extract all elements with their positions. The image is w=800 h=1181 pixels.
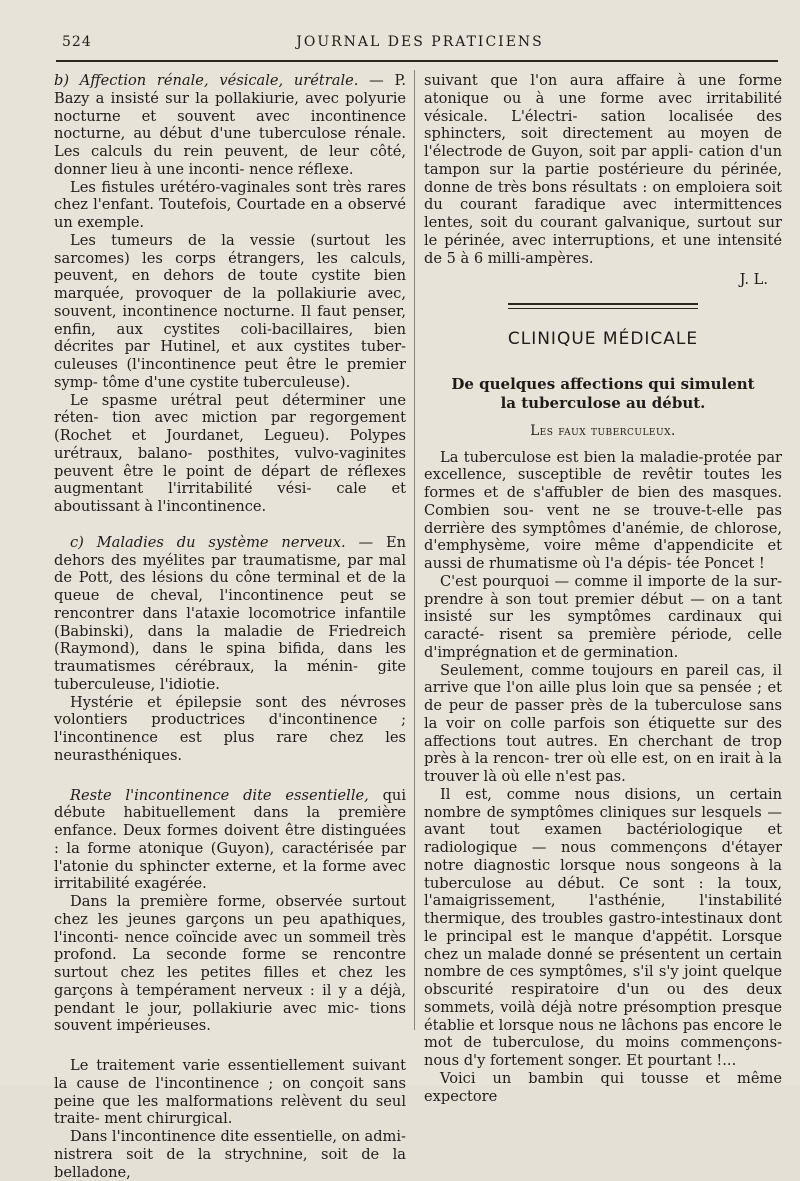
page-header — [62, 34, 778, 56]
subsection-label: Reste l'incontinence dite essentielle, — [70, 786, 369, 804]
header-rule — [56, 60, 778, 62]
article-subheading: Les faux tuberculeux. — [530, 422, 676, 439]
paragraph: Voici un bambin qui tousse et même expectore — [424, 1069, 782, 1105]
column-divider — [414, 70, 415, 1030]
paragraph: La tuberculose est bien la maladie-protée par excellence, susceptible de revêtir toutes les formes et de s'affubler de bien des masques. Combien sou- vent ne se trouve-t-elle pas derrière des symptômes d'anémie, de chlorose, d'emphysème, voire même d'appendicite et aussi de rhumatisme où l'a dépis- tée Poncet ! — [424, 448, 782, 572]
left-column — [54, 72, 406, 1181]
paragraph: C'est pourquoi — comme il importe de la sur- prendre à son tout premier début — on a tant insisté sur les symptômes cardinaux qui caracté- risent sa première période, celle d'imprégnation et de germination. — [424, 572, 782, 661]
paragraph: b) Affection rénale, vésicale, urétrale. — P. Bazy a insisté sur la pollakiurie, avec polyurie nocturne et souvent avec incontinence nocturne, au début d'une tuberculose rénale. Les calculs du rein peuvent, de leur côté, donner lieu à une inconti- nence réflexe. — [54, 72, 406, 178]
right-column — [424, 72, 782, 1105]
section-heading: CLINIQUE MÉDICALE — [507, 329, 699, 349]
article-title: De quelques affections qui simulent la tuberculose au début. — [451, 374, 755, 412]
paragraph: Les tumeurs de la vessie (surtout les sarcomes) les corps étrangers, les calculs, peuvent, en dehors de toute cystite bien marquée, provoquer de la pollakiurie avec, souvent, incontinence nocturne. Il faut penser, enfin, aux cystites coli-bacillaires, bien décrites par Hutinel, et aux cystites tuber- culeuses (l'incontinence peut être le premier symp- tôme d'une cystite tuberculeuse). — [54, 231, 406, 391]
paragraph: Il est, comme nous disions, un certain nombre de symptômes cliniques sur lesquels — avant tout examen bactériologique et radiologique — nous commençons d'étayer notre diagnostic lorsque nous songeons à la tuberculose au début. Ce sont : la toux, l'amaigrissement, l'asthénie, l'instabilité thermique, des troubles gastro-intestinaux dont le principal est le manque d'appétit. Lorsque chez un malade donné se présentent un certain nombre de ces symptômes, s'il s'y joint quelque obscurité respiratoire d'un ou des deux sommets, voilà déjà notre présomption presque établie et lorsque nous ne lâchons pas encore le mot de tuberculose, du moins commençons-nous d'y fortement songer. Et pourtant !... — [424, 785, 782, 1069]
paragraph: Les fistules urétéro-vaginales sont très rares chez l'enfant. Toutefois, Courtade en a observé un exemple. — [54, 178, 406, 231]
subsection-label: b) Affection rénale, vésicale, urétrale. — [54, 72, 359, 89]
journal-title: JOURNAL DES PRATICIENS — [296, 34, 544, 50]
subsection-label: c) Maladies du système nerveux. — [70, 533, 346, 551]
paragraph: c) Maladies du système nerveux. — En dehors des myélites par traumatisme, par mal de Pott, des lésions du cône terminal et de la queue de cheval, l'incontinence peut se rencontrer dans l'ataxie locomotrice infantile (Babinski), dans la maladie de Friedreich (Raymond), dans le spina bifida, dans les traumatismes cérébraux, la ménin- gite tuberculeuse, l'idiotie. — [54, 533, 406, 693]
page-number: 524 — [62, 34, 92, 50]
paragraph: Dans la première forme, observée surtout chez les jeunes garçons un peu apathiques, l'inconti- nence coïncide avec un sommeil très profond. La seconde forme se rencontre surtout chez les petites filles et chez les garçons à tempérament nerveux : il y a déjà, pendant le jour, pollakiurie avec mic- tions souvent impérieuses. — [54, 893, 406, 1035]
section-rule — [508, 303, 698, 309]
paragraph: Hystérie et épilepsie sont des névroses volontiers productrices d'incontinence ; l'incontinence est plus rare chez les neurasthéniques. — [54, 693, 406, 764]
paragraph: Le spasme urétral peut déterminer une réten- tion avec miction par regorgement (Rochet et Jourdanet, Legueu). Polypes urétraux, balano- posthites, vulvo-vaginites peuvent être le point de départ de réflexes augmentant l'irritabilité vési- cale et aboutissant à l'incontinence. — [54, 391, 406, 515]
paragraph: Seulement, comme toujours en pareil cas, il arrive que l'on aille plus loin que sa pensée ; et de peur de passer près de la tuberculose sans la voir on colle parfois son étiquette sur des affections tout autres. En cherchant de trop près à la rencon- trer où elle est, on en irait à la trouver là où elle n'est pas. — [424, 661, 782, 785]
paragraph: Reste l'incontinence dite essentielle, qui débute habituellement dans la première enfance. Deux formes doivent être distinguées : la forme atonique (Guyon), caractérisée par l'atonie du sphincter externe, et la forme avec irritabilité exagérée. — [54, 786, 406, 893]
paragraph: Le traitement varie essentiellement suivant la cause de l'incontinence ; on conçoit sans peine que les malformations relèvent du seul traite- ment chirurgical. — [54, 1057, 406, 1128]
author-signature: J. L. — [739, 271, 768, 289]
paragraph: suivant que l'on aura affaire à une forme atonique ou à une forme avec irritabilité vésicale. L'électri- sation localisée des sphincters, soit directement au moyen de l'électrode de Guyon, soit par appli- cation d'un tampon sur la partie postérieure du périnée, donne de très bons résultats : on emploiera soit du courant faradique avec intermittences lentes, soit du courant galvanique, surtout sur le périnée, avec interruptions, et une intensité de 5 à 6 milli-ampères. — [424, 72, 782, 267]
paragraph: Dans l'incontinence dite essentielle, on admi- nistrera soit de la strychnine, soit de la belladone, — [54, 1128, 406, 1181]
